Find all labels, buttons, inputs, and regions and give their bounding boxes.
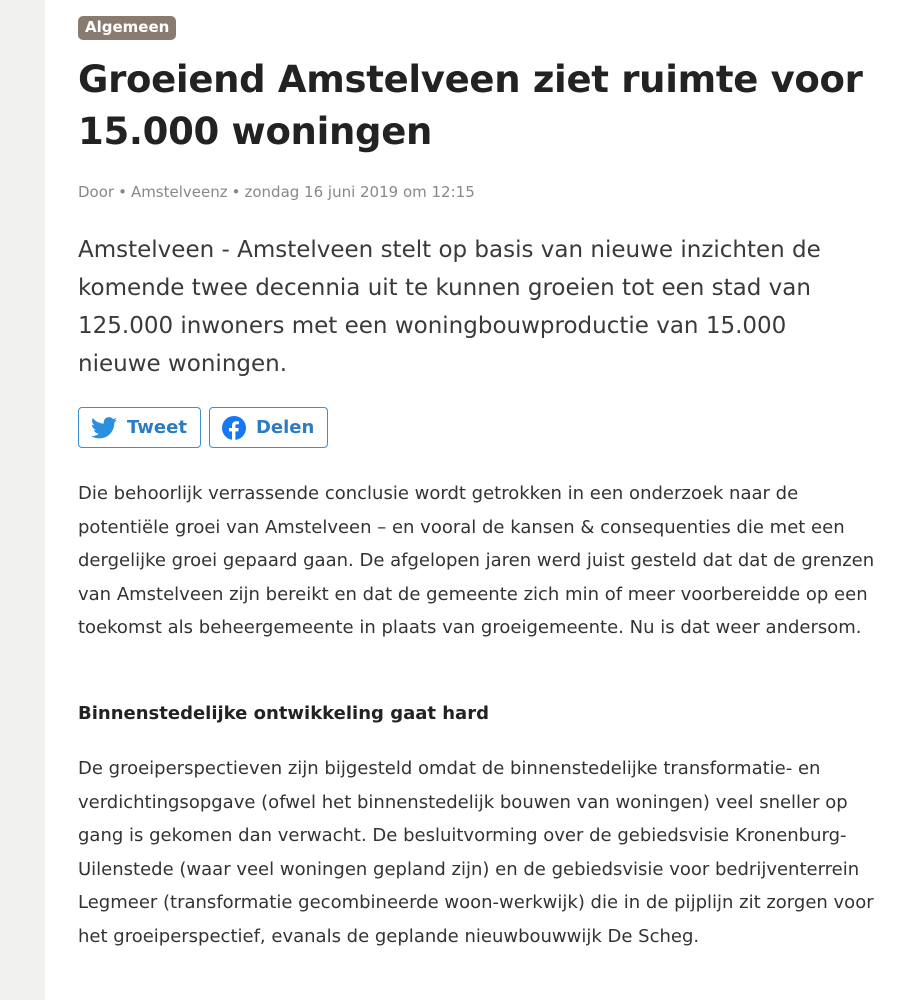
byline-date: zondag 16 juni 2019 om 12:15 [244, 183, 475, 201]
byline-author[interactable]: Amstelveenz [130, 183, 228, 201]
article-title: Groeiend Amstelveen ziet ruimte voor 15.000 woningen [78, 58, 863, 153]
byline [78, 181, 475, 203]
category-badge[interactable]: Algemeen [78, 16, 176, 40]
share-label: Delen [255, 417, 315, 438]
facebook-icon [222, 416, 246, 440]
article-paragraph-2: De groeiperspectieven zijn bijgesteld omdat de binnenstedelijke transformatie- en verdichtingsopgave (ofwel het binnenstedelijk bouwen van woningen) veel sneller op gang is gekomen dan verwacht. De besluitvorming over de gebiedsvisie Kronenburg-Uilenstede (waar veel woningen gepland zijn) en de gebiedsvisie voor bedrijventerrein Legmeer (transformatie gecombineerde woon-werkwijk) die in de pijplijn zit zorgen voor het groeiperspectief, evanals de geplande nieuwbouwwijk De Scheg. [78, 758, 874, 947]
tweet-button[interactable] [78, 407, 201, 448]
article-subheading: Binnenstedelijke ontwikkeling gaat hard [78, 703, 489, 724]
article-page [45, 0, 916, 1000]
share-buttons [78, 407, 328, 448]
byline-separator: • [118, 183, 127, 201]
tweet-label: Tweet [127, 417, 187, 438]
twitter-bird-icon [91, 417, 117, 439]
byline-separator: • [231, 183, 241, 201]
article-lead: Amstelveen - Amstelveen stelt op basis van nieuwe inzichten de komende twee decennia uit te kunnen groeien tot een stad van 125.000 inwoners met een woningbouwproductie van 15.000 nieuwe woningen. [78, 237, 821, 377]
byline-prefix: Door [78, 183, 115, 201]
facebook-share-button[interactable] [209, 407, 328, 448]
article-paragraph-1: Die behoorlijk verrassende conclusie wordt getrokken in een onderzoek naar de potentiële groei van Amstelveen – en vooral de kansen & consequenties die met een dergelijke groei gepaard gaan. De afgelopen jaren werd juist gesteld dat dat de grenzen van Amstelveen zijn bereikt en dat de gemeente zich min of meer voorbereidde op een toekomst als beheergemeente in plaats van groeigemeente. Nu is dat weer andersom. [78, 483, 875, 638]
